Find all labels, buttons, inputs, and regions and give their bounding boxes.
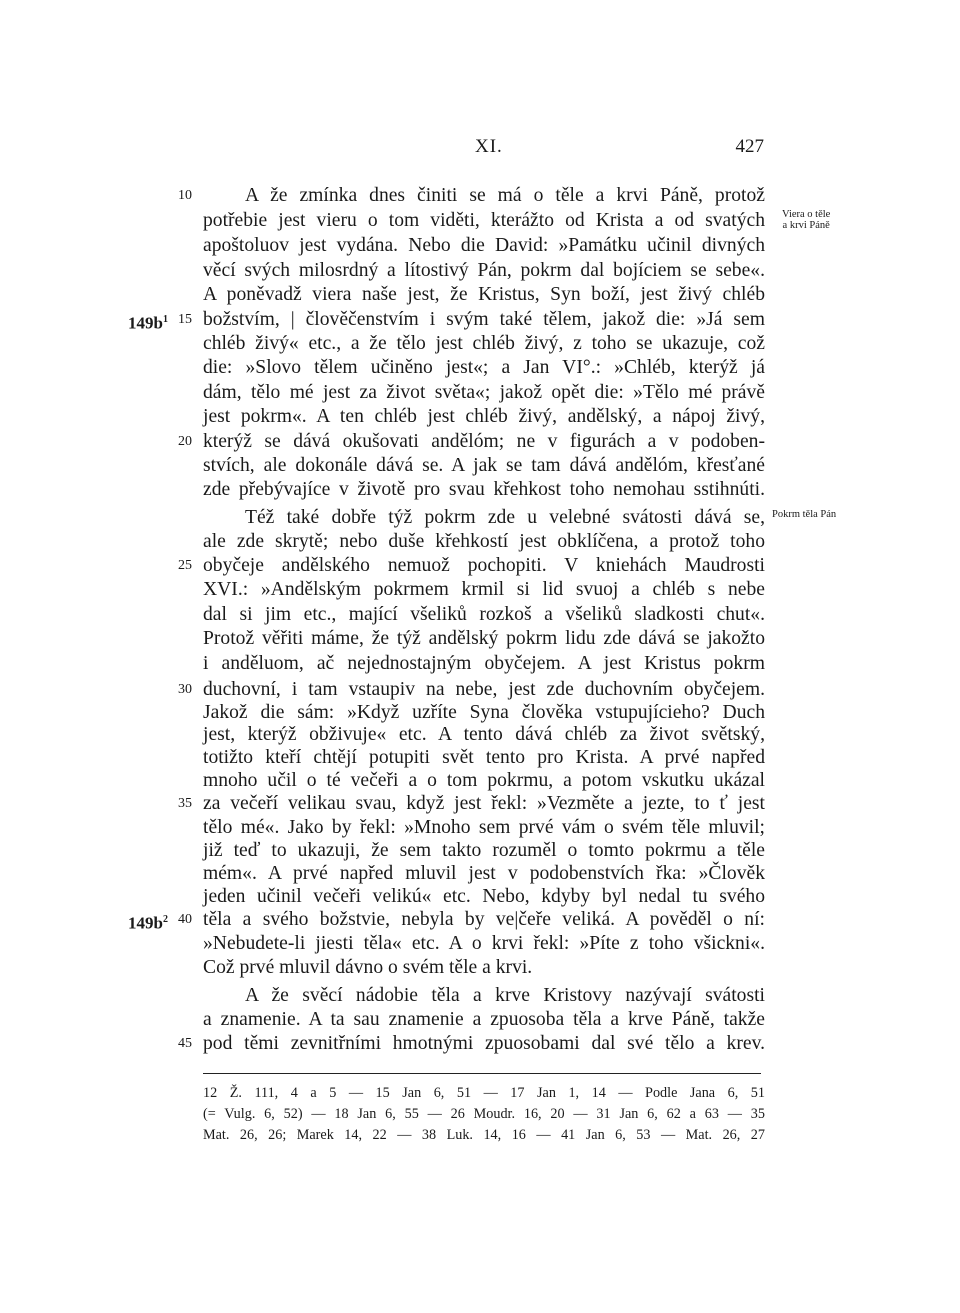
text-line: tělo mé«. Jako by řekl: »Mnoho sem prvé vám o svém těle mluvil; [203,817,765,838]
text-line: věcí svých milosrdný a lítostivý Pán, pokrm dal bojíciem se sebe«. [203,260,765,281]
text-line: mém«. A prvé napřed mluvil jest v podobenstvích řka: »Člověk [203,863,765,884]
text-line: zde přebývajíce v životě pro svau křehkost toho nemohau sstihnúti. [203,479,765,500]
footnote-line: Mat. 26, 26; Marek 14, 22 — 38 Luk. 14, 16 — 41 Jan 6, 53 — Mat. 26, 27 [203,1127,765,1143]
text-line: mnoho učil o té večeři a o tom pokrmu, a potom vskutku ukázal [203,770,765,791]
margin-note [772,509,836,520]
text-line: chléb živý« etc., a že tělo jest chléb živý, z toho se ukazuje, což [203,333,765,354]
folio-marker [128,907,168,937]
line-number: 25 [178,558,192,573]
line-number: 10 [178,188,192,203]
folio-marker [128,307,168,337]
text-line: die: »Slovo tělem učiněno jest«; a Jan VI°.: »Chléb, kterýž já [203,357,765,378]
text-line: stvích, ale dokonále dává se. A jak se tam dává andělóm, křesťané [203,455,765,476]
line-number: 15 [178,312,192,327]
folio-label: 149b [128,313,163,333]
text-line: jeden učinil večeři velikú« etc. Nebo, kdyby byl nedal tu svého [203,886,765,907]
footnote-line: (= Vulg. 6, 52) — 18 Jan 6, 55 — 26 Moudr. 16, 20 — 31 Jan 6, 62 a 63 — 35 [203,1106,765,1122]
text-line: obyčeje andělského nemuož pochopiti. V kniehách Maudrosti [203,555,765,576]
text-line: dám, tělo mé jest za život světa«; jakož opět die: »Tělo mé právě [203,382,765,403]
text-line: pod těmi zevnitřními hmotnými zpuosobami dal své tělo a krev. [203,1033,765,1054]
text-line: totižto kteří chtějí potupiti svět tento pro Krista. A prvé napřed [203,747,765,768]
margin-note-line: a krvi Páně [782,220,830,231]
text-line: A že svěcí nádobie těla a krve Kristovy nazývají svátosti [245,985,765,1006]
folio-sup: 1 [162,314,168,325]
folio-sup: 2 [162,914,168,925]
text-line: kterýž se dává okušovati andělóm; ne v figurách a v podoben- [203,431,765,452]
folio-label: 149b [128,913,163,933]
footnote-divider [203,1073,761,1074]
text-line: těla a svého božstvie, nebyla by ve|čeře veliká. A pověděl o ní: [203,909,765,930]
text-line: apoštoluov jest vydána. Nebo die David: »Památku učinil divných [203,235,765,256]
chapter-number: XI. [475,136,503,157]
text-line: ale zde skrytě; nebo duše křehkostí jest obklíčena, a protož toho [203,531,765,552]
text-line: za večeří velikau svau, když jest řekl: »Vezměte a jezte, to ť jest [203,793,765,814]
text-line: jest, kterýž obživuje« etc. A tento dává chléb za život světský, [203,724,765,745]
text-line: potřebie jest vieru o tom viděti, kterážto od Krista a od svatých [203,210,765,231]
text-line: jest pokrm«. A ten chléb jest chléb živý, andělský, a nápoj živý, [203,406,765,427]
text-line: duchovní, i tam vstaupiv na nebe, jest zde duchovním obyčejem. [203,679,765,700]
text-line: Protož věřiti máme, že týž andělský pokrm lidu zde dává se jakožto [203,628,765,649]
margin-note [782,209,830,231]
text-line: A poněvadž viera naše jest, že Kristus, Syn boží, jest živý chléb [203,284,765,305]
line-number: 20 [178,434,192,449]
text-line: Což prvé mluvil dávno o svém těle a krvi. [203,957,533,978]
text-line: a znamenie. A ta sau znamenie a zpuosoba těla a krve Páně, takže [203,1009,765,1030]
text-line: božstvím, | člověčenstvím i svým také tělem, jakož die: »Já sem [203,309,765,330]
footnote-line: 12 Ž. 111, 4 a 5 — 15 Jan 6, 51 — 17 Jan 1, 14 — Podle Jana 6, 51 [203,1085,765,1101]
line-number: 40 [178,912,192,927]
text-line: i anděluom, ač nejednostajným obyčejem. A jest Kristus pokrm [203,653,765,674]
page-header [200,136,766,162]
text-line: již teď to ukazuji, že sem takto rozuměl o tomto pokrmu a těle [203,840,765,861]
line-number: 45 [178,1036,192,1051]
line-number: 35 [178,796,192,811]
page-number: 427 [735,136,764,157]
line-number: 30 [178,682,192,697]
text-line: A že zmínka dnes činiti se má o těle a krvi Páně, protož [245,185,765,206]
text-line: »Nebudete-li jiesti těla« etc. A o krvi řekl: »Píte z toho všickni«. [203,933,765,954]
margin-note-line: Pokrm těla Pán [772,509,837,520]
text-line: XVI.: »Andělským pokrmem krmil si lid svuoj a chléb s nebe [203,579,765,600]
text-line: dal si jim etc., mající všeliků rozkoš a všeliků sladkosti chut«. [203,604,765,625]
text-line: Též také dobře týž pokrm zde u velebné svátosti dává se, [245,507,765,528]
text-line: Jakož die sám: »Když uzříte Syna člověka vstupujícieho? Duch [203,702,765,723]
margin-note-line: Viera o těle [782,209,831,220]
